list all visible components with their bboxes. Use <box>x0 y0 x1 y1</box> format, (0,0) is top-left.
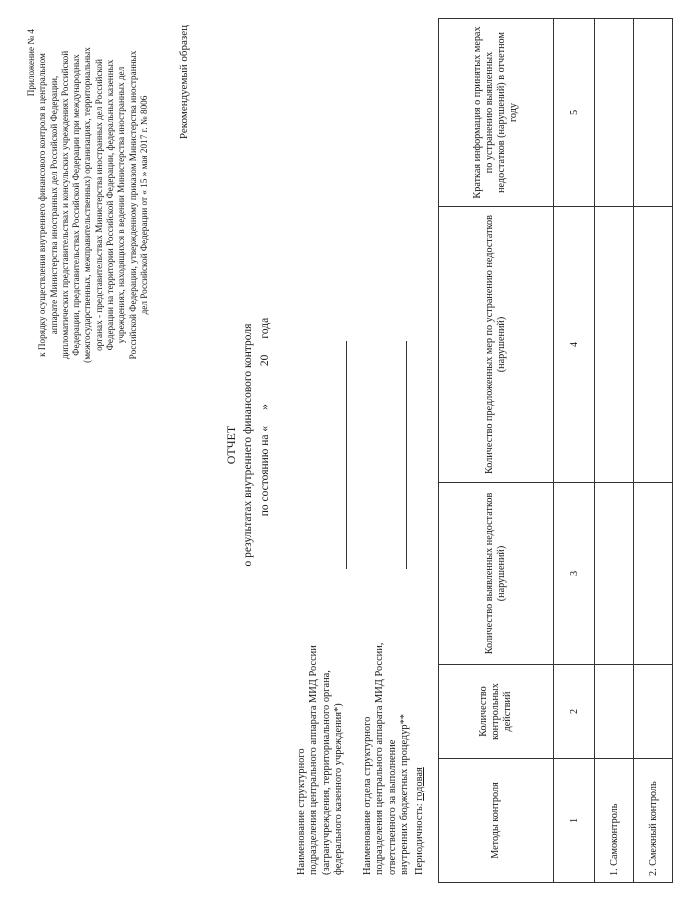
annex-line: Федерации на территории Российской Федерации, федеральных казенных <box>105 59 116 351</box>
dept-name-fill-line[interactable] <box>406 341 407 569</box>
annex-line: дел Российской Федерации от « 15 » мая 2017 г. № 8006 <box>138 95 149 315</box>
dept-label-line: внутренних бюджетных процедур** <box>399 713 411 875</box>
unit-label-line: Наименование структурного <box>296 748 307 875</box>
method-self-control: 1. Самоконтроль <box>595 759 634 883</box>
header-measures-info: Краткая информация о принятых мерах по устранению выявленных недостатков (нарушений) в отчетном году <box>439 19 554 207</box>
unit-label-line: федерального казенного учреждения*) <box>333 703 345 875</box>
report-subtitle: о результатах внутреннего финансового контроля <box>242 323 254 567</box>
table-cell-empty[interactable] <box>634 207 673 483</box>
unit-label-line: (загранучреждения, территориального органа, <box>320 670 332 875</box>
annex-line: учреждениях, находящихся в ведении Министерства иностранных дел <box>116 66 127 344</box>
annex-line: (межгосударственных, межправительственных) организациях, территориальных <box>82 47 93 363</box>
annex-line: Российской Федерации, утвержденному приказом Министерства иностранных <box>127 50 138 360</box>
annex-line: к Порядку осуществления внутреннего финансового контроля в центральном <box>37 53 48 357</box>
report-title: ОТЧЕТ <box>224 425 238 465</box>
report-date-mid: » <box>259 404 271 410</box>
dept-label-line: Наименование отдела структурного <box>362 716 373 875</box>
table-cell-empty[interactable] <box>595 665 634 759</box>
annex-line: аппарате Министерства иностранных дел Российской Федерации, <box>48 75 59 335</box>
dept-label-line: подразделения центрального аппарата МИД России, <box>374 642 386 875</box>
table-cell-empty[interactable] <box>634 665 673 759</box>
header-actions-count: Количество контрольных действий <box>439 665 554 759</box>
periodicity <box>414 767 425 875</box>
table-cell-empty[interactable] <box>634 483 673 665</box>
unit-name-label <box>296 575 346 875</box>
report-date-line <box>259 207 271 627</box>
dept-name-label <box>362 575 412 875</box>
column-number: 5 <box>554 19 595 207</box>
table-header-row <box>439 19 554 883</box>
annex-line: дипломатических представительствах и консульских учреждениях Российской <box>59 50 70 360</box>
report-date-suffix: года <box>259 317 271 339</box>
table-cell-empty[interactable] <box>595 207 634 483</box>
report-date-prefix: по состоянию на « <box>259 425 271 517</box>
periodicity-label: Периодичность: <box>414 803 425 875</box>
table-row <box>595 19 634 883</box>
unit-name-fill-line[interactable] <box>346 341 347 569</box>
column-number: 2 <box>554 665 595 759</box>
table-cell-empty[interactable] <box>595 483 634 665</box>
annex-number: Приложение № 4 <box>26 29 36 97</box>
table-number-row <box>554 19 595 883</box>
recommended-sample-label: Рекомендуемый образец <box>178 25 190 140</box>
header-measures-count: Количество предложенных мер по устранению недостатков (нарушений) <box>439 207 554 483</box>
annex-header <box>26 25 150 385</box>
table-cell-empty[interactable] <box>634 19 673 207</box>
report-table <box>438 18 673 883</box>
unit-label-line: подразделения центрального аппарата МИД России <box>308 645 320 875</box>
dept-label-line: ответственного за выполнение <box>386 739 398 875</box>
table-row <box>634 19 673 883</box>
method-adjacent-control: 2. Смежный контроль <box>634 759 673 883</box>
header-methods: Методы контроля <box>439 759 554 883</box>
column-number: 4 <box>554 207 595 483</box>
column-number: 3 <box>554 483 595 665</box>
report-date-year: 20 <box>259 354 271 367</box>
column-number: 1 <box>554 759 595 883</box>
header-deficiencies-count: Количество выявленных недостатков (нарушений) <box>439 483 554 665</box>
annex-line: Федерации, представительствах Российской Федерации при международных <box>71 54 82 356</box>
annex-line: органах - представительствах Министерства иностранных дел Российской <box>93 59 104 351</box>
periodicity-value: годовая <box>414 767 425 801</box>
table-cell-empty[interactable] <box>595 19 634 207</box>
